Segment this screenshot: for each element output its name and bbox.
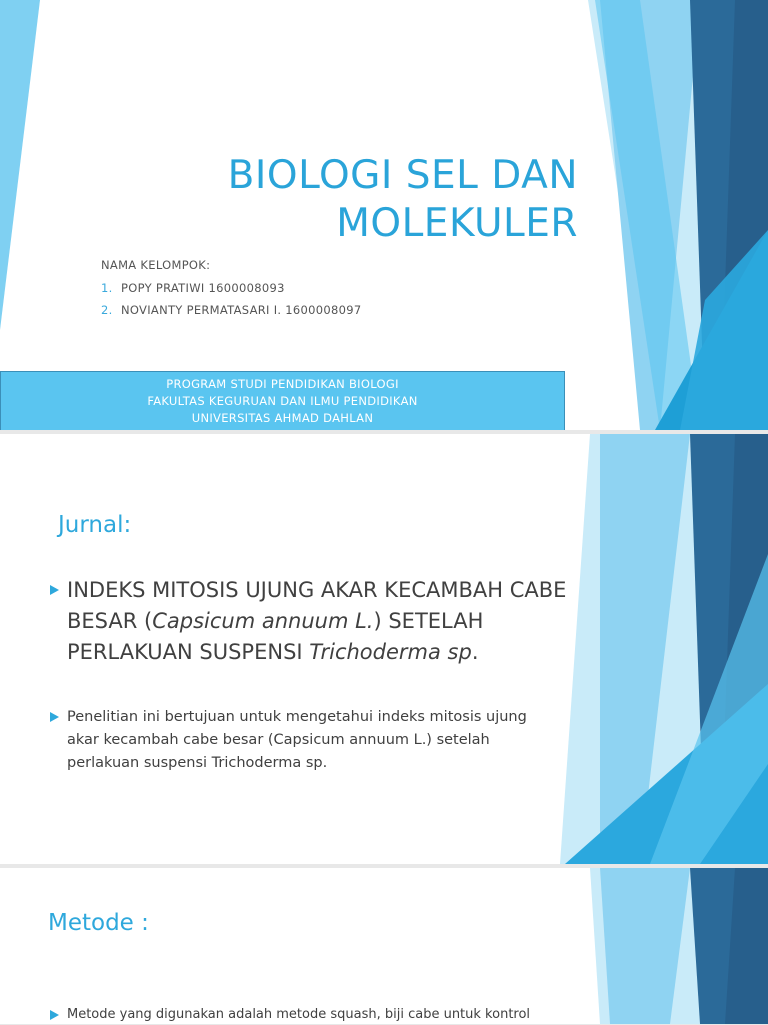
- bullet-arrow-icon: [50, 585, 59, 595]
- banner-line: UNIVERSITAS AHMAD DAHLAN: [191, 411, 374, 425]
- slide-title: [0, 0, 768, 430]
- list-item: [50, 575, 590, 668]
- members-heading: NAMA KELOMPOK:: [101, 258, 211, 272]
- list-number: 2.: [101, 303, 113, 317]
- journal-title: INDEKS MITOSIS UJUNG AKAR KECAMBAH CABE BESAR (Capsicum annuum L.) SETELAH PERLAKUAN SUSPENSI Trichoderma sp.: [67, 578, 567, 664]
- section-heading-jurnal: Jurnal:: [58, 512, 132, 538]
- list-item: [101, 281, 361, 295]
- member-name: NOVIANTY PERMATASARI I. 1600008097: [121, 303, 362, 317]
- bullet-arrow-icon: [50, 1010, 59, 1020]
- member-list: [101, 258, 361, 325]
- section-heading-metode: Metode :: [48, 910, 149, 936]
- list-item: [50, 1005, 610, 1025]
- banner-line: FAKULTAS KEGURUAN DAN ILMU PENDIDIKAN: [147, 394, 418, 408]
- list-number: 1.: [101, 281, 113, 295]
- bullet-arrow-icon: [50, 712, 59, 722]
- list-item: [50, 706, 550, 775]
- method-text: Metode yang digunakan adalah metode squash, biji cabe untuk kontrol: [67, 1007, 531, 1022]
- member-name: POPY PRATIWI 1600008093: [121, 281, 285, 295]
- slide3-decoration: [0, 868, 768, 1024]
- left-shard-top: [0, 0, 40, 330]
- list-item: [101, 303, 361, 317]
- institution-banner: [0, 371, 565, 430]
- slide-metode: [0, 868, 768, 1024]
- banner-line: PROGRAM STUDI PENDIDIKAN BIOLOGI: [166, 377, 399, 391]
- page-title: BIOLOGI SEL DAN MOLEKULER: [227, 153, 578, 246]
- research-purpose: Penelitian ini bertujuan untuk mengetahui indeks mitosis ujung akar kecambah cabe besar (Capsicum annuum L.) setelah perlakuan suspensi Trichoderma sp.: [67, 709, 527, 771]
